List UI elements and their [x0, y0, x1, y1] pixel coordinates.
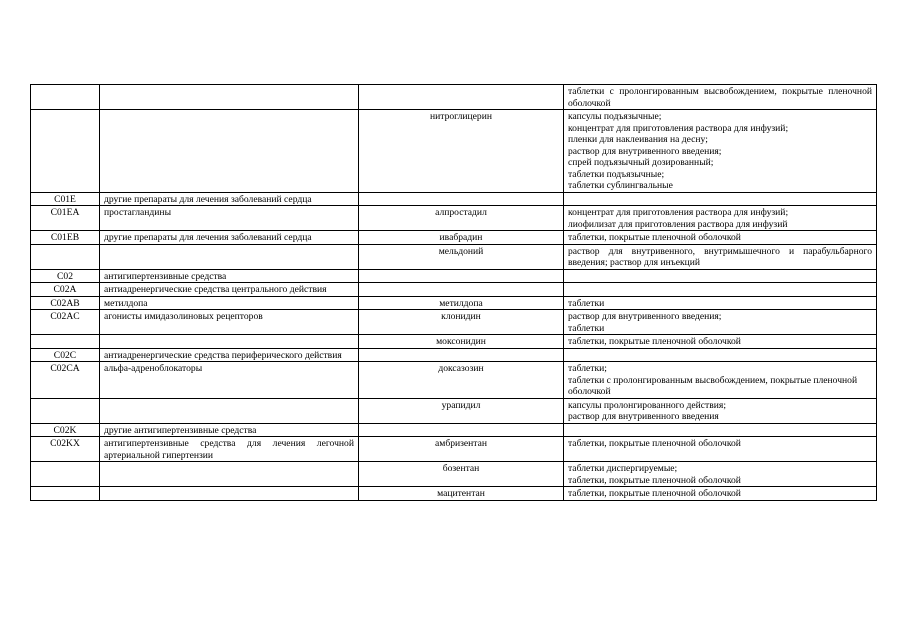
substance-cell: ивабрадин — [359, 231, 564, 245]
dosage-forms-cell — [564, 206, 877, 231]
table-row — [31, 348, 877, 362]
dosage-forms-cell — [564, 348, 877, 362]
dosage-forms-cell — [564, 423, 877, 437]
substance-cell: урапидил — [359, 398, 564, 423]
table-row — [31, 335, 877, 349]
substance-cell: амбризентан — [359, 437, 564, 462]
group-name-cell: антиадренергические средства центрального действия — [100, 283, 359, 297]
dosage-forms-cell — [564, 244, 877, 269]
table-row — [31, 437, 877, 462]
substance-cell — [359, 283, 564, 297]
substance-cell: метилдопа — [359, 296, 564, 310]
atc-code-cell: C01EA — [31, 206, 100, 231]
dosage-form-line: раствор для внутривенного введения; — [568, 145, 722, 157]
dosage-form-line: таблетки, покрытые пленочной оболочкой — [568, 488, 741, 499]
dosage-form-line: таблетки с пролонгированным высвобождением, покрытые пленочной оболочкой — [568, 374, 858, 397]
atc-code-cell: C02 — [31, 269, 100, 283]
dosage-forms-cell — [564, 462, 877, 487]
atc-code-cell — [31, 244, 100, 269]
dosage-form-line: капсулы подъязычные; — [568, 111, 662, 122]
table-row — [31, 487, 877, 501]
dosage-forms-cell — [564, 310, 877, 335]
dosage-form-line: раствор для внутривенного, внутримышечного и парабульбарного введения; раствор для инъекций — [568, 245, 872, 268]
table-row — [31, 398, 877, 423]
group-name-cell: альфа-адреноблокаторы — [100, 362, 359, 399]
dosage-form-line: таблетки подъязычные; — [568, 168, 665, 180]
atc-code-cell — [31, 335, 100, 349]
substance-cell: моксонидин — [359, 335, 564, 349]
dosage-forms-cell — [564, 437, 877, 462]
dosage-forms-cell — [564, 296, 877, 310]
group-name-cell: агонисты имидазолиновых рецепторов — [100, 310, 359, 335]
group-name-cell — [100, 244, 359, 269]
table-row — [31, 231, 877, 245]
table-row — [31, 362, 877, 399]
dosage-form-line: концентрат для приготовления раствора для инфузий; — [568, 122, 789, 134]
substance-cell — [359, 269, 564, 283]
table-row — [31, 296, 877, 310]
group-name-cell: другие препараты для лечения заболеваний сердца — [100, 231, 359, 245]
group-name-cell: другие антигипертензивные средства — [100, 423, 359, 437]
group-name-cell: антигипертензивные средства — [100, 269, 359, 283]
atc-code-cell — [31, 398, 100, 423]
table-row — [31, 462, 877, 487]
group-name-cell: другие препараты для лечения заболеваний сердца — [100, 192, 359, 206]
group-name-cell: антигипертензивные средства для лечения легочной артериальной гипертензии — [100, 437, 359, 462]
table-row — [31, 192, 877, 206]
dosage-forms-cell — [564, 283, 877, 297]
group-name-cell — [100, 462, 359, 487]
dosage-form-line: таблетки — [568, 297, 605, 309]
substance-cell: нитроглицерин — [359, 110, 564, 193]
atc-code-cell — [31, 487, 100, 501]
substance-cell — [359, 423, 564, 437]
substance-cell: клонидин — [359, 310, 564, 335]
dosage-form-line: концентрат для приготовления раствора для инфузий; — [568, 207, 789, 218]
dosage-forms-cell — [564, 269, 877, 283]
table-row — [31, 110, 877, 193]
atc-code-cell — [31, 110, 100, 193]
dosage-forms-cell — [564, 192, 877, 206]
dosage-forms-cell — [564, 487, 877, 501]
substance-cell: мельдоний — [359, 244, 564, 269]
dosage-forms-cell — [564, 231, 877, 245]
group-name-cell — [100, 487, 359, 501]
dosage-form-line: лиофилизат для приготовления раствора для инфузий — [568, 218, 788, 230]
substance-cell — [359, 85, 564, 110]
substance-cell — [359, 348, 564, 362]
dosage-form-line: таблетки сублингвальные — [568, 180, 673, 191]
dosage-form-line: таблетки, покрытые пленочной оболочкой — [568, 232, 741, 243]
dosage-form-line: спрей подъязычный дозированный; — [568, 157, 714, 168]
dosage-form-line: таблетки, покрытые пленочной оболочкой — [568, 474, 741, 486]
atc-code-cell: C02A — [31, 283, 100, 297]
dosage-form-line: таблетки диспергируемые; — [568, 463, 678, 474]
dosage-form-line: таблетки — [568, 322, 605, 334]
group-name-cell — [100, 335, 359, 349]
table-row — [31, 310, 877, 335]
atc-code-cell: C02AB — [31, 296, 100, 310]
atc-code-cell: C01EB — [31, 231, 100, 245]
group-name-cell — [100, 110, 359, 193]
substance-cell — [359, 192, 564, 206]
table-body — [31, 85, 877, 501]
substance-cell: бозентан — [359, 462, 564, 487]
dosage-form-line: таблетки; — [568, 363, 607, 374]
substance-cell: алпростадил — [359, 206, 564, 231]
table-row — [31, 206, 877, 231]
atc-code-cell: C02C — [31, 348, 100, 362]
group-name-cell — [100, 85, 359, 110]
dosage-form-line: таблетки, покрытые пленочной оболочкой — [568, 336, 741, 347]
group-name-cell: простагландины — [100, 206, 359, 231]
dosage-form-line: таблетки с пролонгированным высвобождением, покрытые пленочной оболочкой — [568, 86, 872, 109]
dosage-forms-cell — [564, 85, 877, 110]
dosage-forms-cell — [564, 362, 877, 399]
group-name-cell — [100, 398, 359, 423]
dosage-form-line: пленки для наклеивания на десну; — [568, 134, 708, 145]
dosage-form-line: таблетки, покрытые пленочной оболочкой — [568, 438, 741, 449]
table-row — [31, 283, 877, 297]
substance-cell: мацитентан — [359, 487, 564, 501]
table-row — [31, 423, 877, 437]
dosage-forms-cell — [564, 398, 877, 423]
dosage-form-line: капсулы пролонгированного действия; — [568, 399, 726, 411]
table-row — [31, 244, 877, 269]
atc-code-cell — [31, 85, 100, 110]
group-name-cell: антиадренергические средства периферического действия — [100, 348, 359, 362]
drug-table — [30, 84, 877, 501]
dosage-form-line: раствор для внутривенного введения — [568, 411, 719, 422]
dosage-forms-cell — [564, 110, 877, 193]
atc-code-cell: C02CA — [31, 362, 100, 399]
table-row — [31, 269, 877, 283]
atc-code-cell: C02K — [31, 423, 100, 437]
group-name-cell: метилдопа — [100, 296, 359, 310]
atc-code-cell: C01E — [31, 192, 100, 206]
dosage-form-line: раствор для внутривенного введения; — [568, 311, 722, 322]
atc-code-cell — [31, 462, 100, 487]
atc-code-cell: C02KX — [31, 437, 100, 462]
dosage-forms-cell — [564, 335, 877, 349]
table-row — [31, 85, 877, 110]
substance-cell: доксазозин — [359, 362, 564, 399]
atc-code-cell: C02AC — [31, 310, 100, 335]
